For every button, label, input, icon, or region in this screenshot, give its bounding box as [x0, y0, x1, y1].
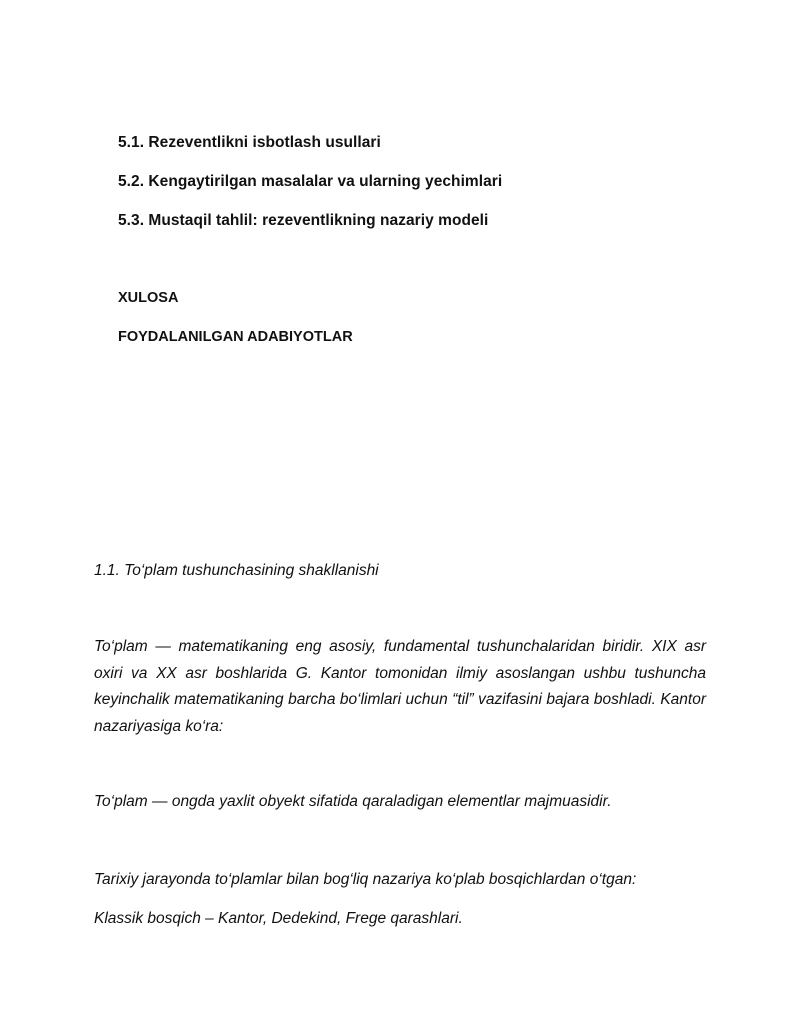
toc-item-5-1: 5.1. Rezeventlikni isbotlash usullari — [118, 134, 381, 151]
intro-paragraph: To‘plam — matematikaning eng asosiy, fundamental tushunchalaridan biridir. XIX asr oxiri va XX asr boshlarida G. Kantor tomonidan ilmiy asoslangan ushbu tushuncha keyinchalik matematikaning barcha bo‘limlari uchun “til” vazifasini bajara boshladi. Kantor nazariyasiga ko‘ra: — [94, 638, 706, 735]
toc-item-5-3: 5.3. Mustaqil tahlil: rezeventlikning nazariy modeli — [118, 212, 489, 229]
toc-references: FOYDALANILGAN ADABIYOTLAR — [118, 329, 353, 345]
toc-conclusion: XULOSA — [118, 290, 179, 306]
historical-paragraph: Tarixiy jarayonda to‘plamlar bilan bog‘liq nazariya ko‘plab bosqichlardan o‘tgan: — [94, 871, 637, 888]
toc-item-5-2: 5.2. Kengaytirilgan masalalar va ularning yechimlari — [118, 173, 503, 190]
section-title: 1.1. To‘plam tushunchasining shakllanishi — [94, 562, 379, 579]
definition-paragraph: To‘plam — ongda yaxlit obyekt sifatida qaraladigan elementlar majmuasidir. — [94, 793, 612, 810]
classical-stage-paragraph: Klassik bosqich – Kantor, Dedekind, Frege qarashlari. — [94, 910, 463, 927]
